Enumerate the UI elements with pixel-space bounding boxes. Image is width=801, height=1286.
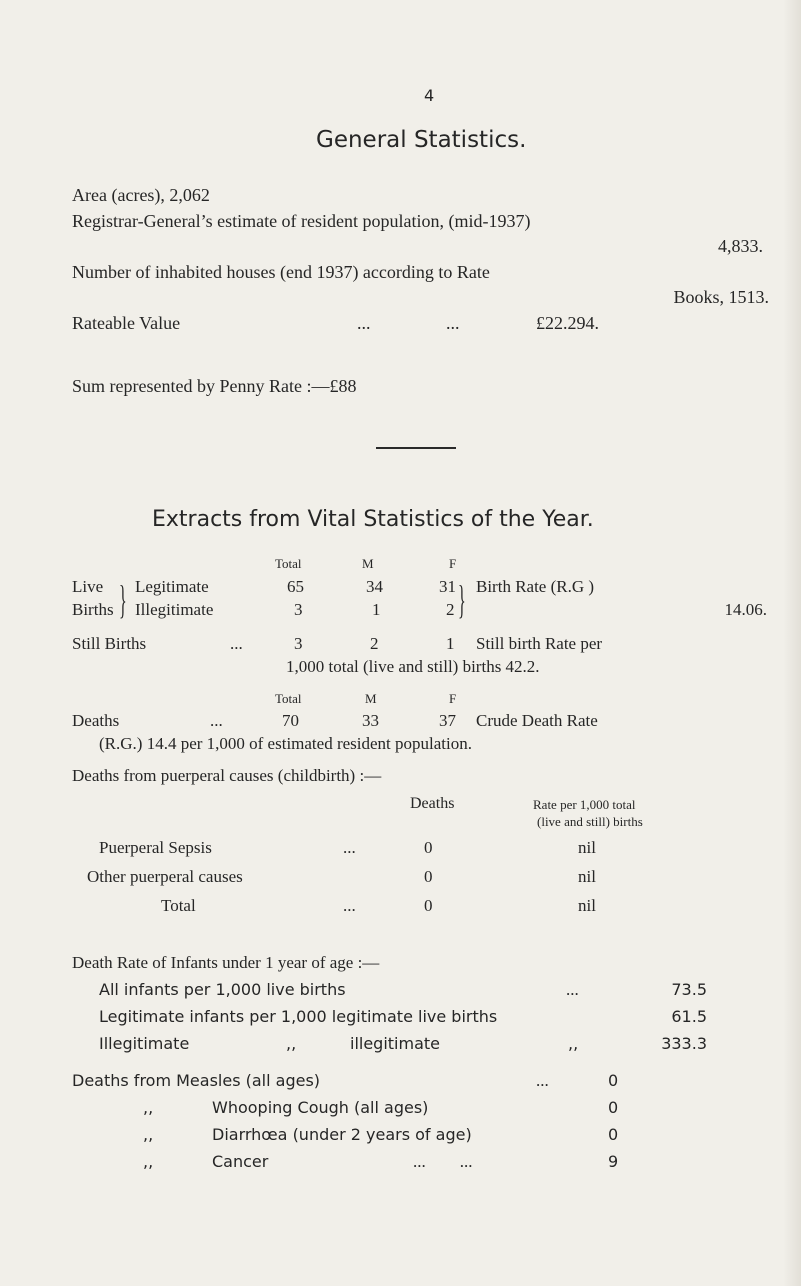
legitimate-f: 31 bbox=[439, 577, 456, 596]
infants-illegit-label: Illegitimate bbox=[99, 1034, 190, 1053]
section-divider bbox=[376, 447, 456, 449]
deaths-col-total: Total bbox=[275, 691, 302, 706]
infants-all-dots: ... bbox=[566, 980, 579, 999]
infants-legit-label: Legitimate infants per 1,000 legitimate live births bbox=[99, 1007, 498, 1026]
puerperal-row-deaths: 0 bbox=[424, 838, 433, 857]
illegitimate-label: Illegitimate bbox=[135, 600, 214, 619]
puerperal-row-label: Total bbox=[161, 896, 196, 915]
vital-heading: Extracts from Vital Statistics of the Year. bbox=[152, 507, 594, 532]
puerperal-col-rate-1: Rate per 1,000 total bbox=[533, 797, 636, 812]
illegitimate-m: 1 bbox=[372, 600, 381, 619]
still-births-label: Still Births bbox=[72, 634, 147, 653]
births-col-total: Total bbox=[275, 556, 302, 571]
still-births-m: 2 bbox=[370, 634, 379, 653]
population-line: Registrar-General’s estimate of resident population, (mid-1937) bbox=[72, 211, 531, 231]
deaths-dots: ... bbox=[210, 711, 223, 730]
cause-value: 0 bbox=[608, 1098, 619, 1117]
infants-illegit-value: 333.3 bbox=[661, 1034, 707, 1053]
houses-value: Books, 1513. bbox=[673, 287, 769, 307]
cause-label: Diarrhœa (under 2 years of age) bbox=[212, 1125, 472, 1144]
birth-rate-value: 14.06. bbox=[724, 600, 767, 619]
houses-line: Number of inhabited houses (end 1937) according to Rate bbox=[72, 262, 490, 282]
still-births-dots: ... bbox=[230, 634, 243, 653]
puerperal-row-deaths: 0 bbox=[424, 867, 433, 886]
puerperal-row-label: Puerperal Sepsis bbox=[99, 838, 212, 857]
still-rate-text: Still birth Rate per bbox=[476, 634, 603, 653]
cause-value: 0 bbox=[608, 1125, 619, 1144]
infants-all-value: 73.5 bbox=[671, 980, 707, 999]
puerperal-col-rate-2: (live and still) births bbox=[537, 814, 643, 829]
still-births-total: 3 bbox=[294, 634, 303, 653]
crude-death-rate-line2: (R.G.) 14.4 per 1,000 of estimated resident population. bbox=[99, 734, 472, 753]
page-number: 4 bbox=[424, 86, 435, 105]
ditto-mark: ,, bbox=[568, 1034, 579, 1053]
rateable-value: £22.294. bbox=[536, 313, 599, 333]
cause-label: Whooping Cough (all ages) bbox=[212, 1098, 429, 1117]
right-brace: } bbox=[458, 577, 466, 622]
page-edge-shadow bbox=[783, 0, 801, 1286]
causes-intro-dots: ... bbox=[536, 1071, 549, 1090]
cause-label: Cancer bbox=[212, 1152, 269, 1171]
infants-legit-value: 61.5 bbox=[671, 1007, 707, 1026]
rateable-label: Rateable Value bbox=[72, 313, 181, 333]
area-line: Area (acres), 2,062 bbox=[72, 185, 210, 205]
cause-value: 9 bbox=[608, 1152, 619, 1171]
penny-rate-line: Sum represented by Penny Rate :—£88 bbox=[72, 376, 357, 396]
legitimate-label: Legitimate bbox=[135, 577, 209, 596]
infants-intro: Death Rate of Infants under 1 year of age :— bbox=[72, 953, 380, 972]
illegitimate-f: 2 bbox=[446, 600, 455, 619]
page-title: General Statistics. bbox=[316, 127, 527, 153]
infants-all-label: All infants per 1,000 live births bbox=[99, 980, 346, 999]
births-col-m: M bbox=[362, 556, 374, 571]
live-label: Live bbox=[72, 577, 104, 596]
ditto-mark: ,, bbox=[143, 1098, 154, 1117]
puerperal-row-rate: nil bbox=[578, 838, 596, 857]
birth-rate-label: Birth Rate (R.G ) bbox=[476, 577, 595, 596]
puerperal-row-dots: ... bbox=[343, 838, 356, 857]
puerperal-row-rate: nil bbox=[578, 867, 596, 886]
cause-dots: ... ... bbox=[413, 1152, 473, 1171]
ditto-mark: ,, bbox=[143, 1125, 154, 1144]
puerperal-row-dots: ... bbox=[343, 896, 356, 915]
causes-intro: Deaths from Measles (all ages) bbox=[72, 1071, 321, 1090]
puerperal-col-deaths: Deaths bbox=[410, 795, 455, 812]
deaths-m: 33 bbox=[362, 711, 379, 730]
deaths-total: 70 bbox=[282, 711, 299, 730]
births-label: Births bbox=[72, 600, 114, 619]
crude-death-rate-label: Crude Death Rate bbox=[476, 711, 598, 730]
legitimate-total: 65 bbox=[287, 577, 304, 596]
still-rate-line2: 1,000 total (live and still) births 42.2. bbox=[286, 657, 540, 676]
illegitimate-total: 3 bbox=[294, 600, 303, 619]
ditto-mark: ,, bbox=[286, 1034, 297, 1053]
rateable-dots-2: ... bbox=[446, 313, 460, 333]
rateable-dots-1: ... bbox=[357, 313, 371, 333]
puerperal-row-rate: nil bbox=[578, 896, 596, 915]
deaths-col-m: M bbox=[365, 691, 377, 706]
puerperal-row-deaths: 0 bbox=[424, 896, 433, 915]
deaths-f: 37 bbox=[439, 711, 456, 730]
deaths-col-f: F bbox=[449, 691, 457, 706]
puerperal-intro: Deaths from puerperal causes (childbirth) :— bbox=[72, 766, 382, 785]
legitimate-m: 34 bbox=[366, 577, 383, 596]
causes-intro-value: 0 bbox=[608, 1071, 619, 1090]
deaths-label: Deaths bbox=[72, 711, 120, 730]
still-births-f: 1 bbox=[446, 634, 455, 653]
births-col-f: F bbox=[449, 556, 457, 571]
infants-illegit-mid: illegitimate bbox=[350, 1034, 441, 1053]
left-brace: } bbox=[119, 577, 127, 622]
ditto-mark: ,, bbox=[143, 1152, 154, 1171]
puerperal-row-label: Other puerperal causes bbox=[87, 867, 243, 886]
population-value: 4,833. bbox=[718, 236, 763, 256]
